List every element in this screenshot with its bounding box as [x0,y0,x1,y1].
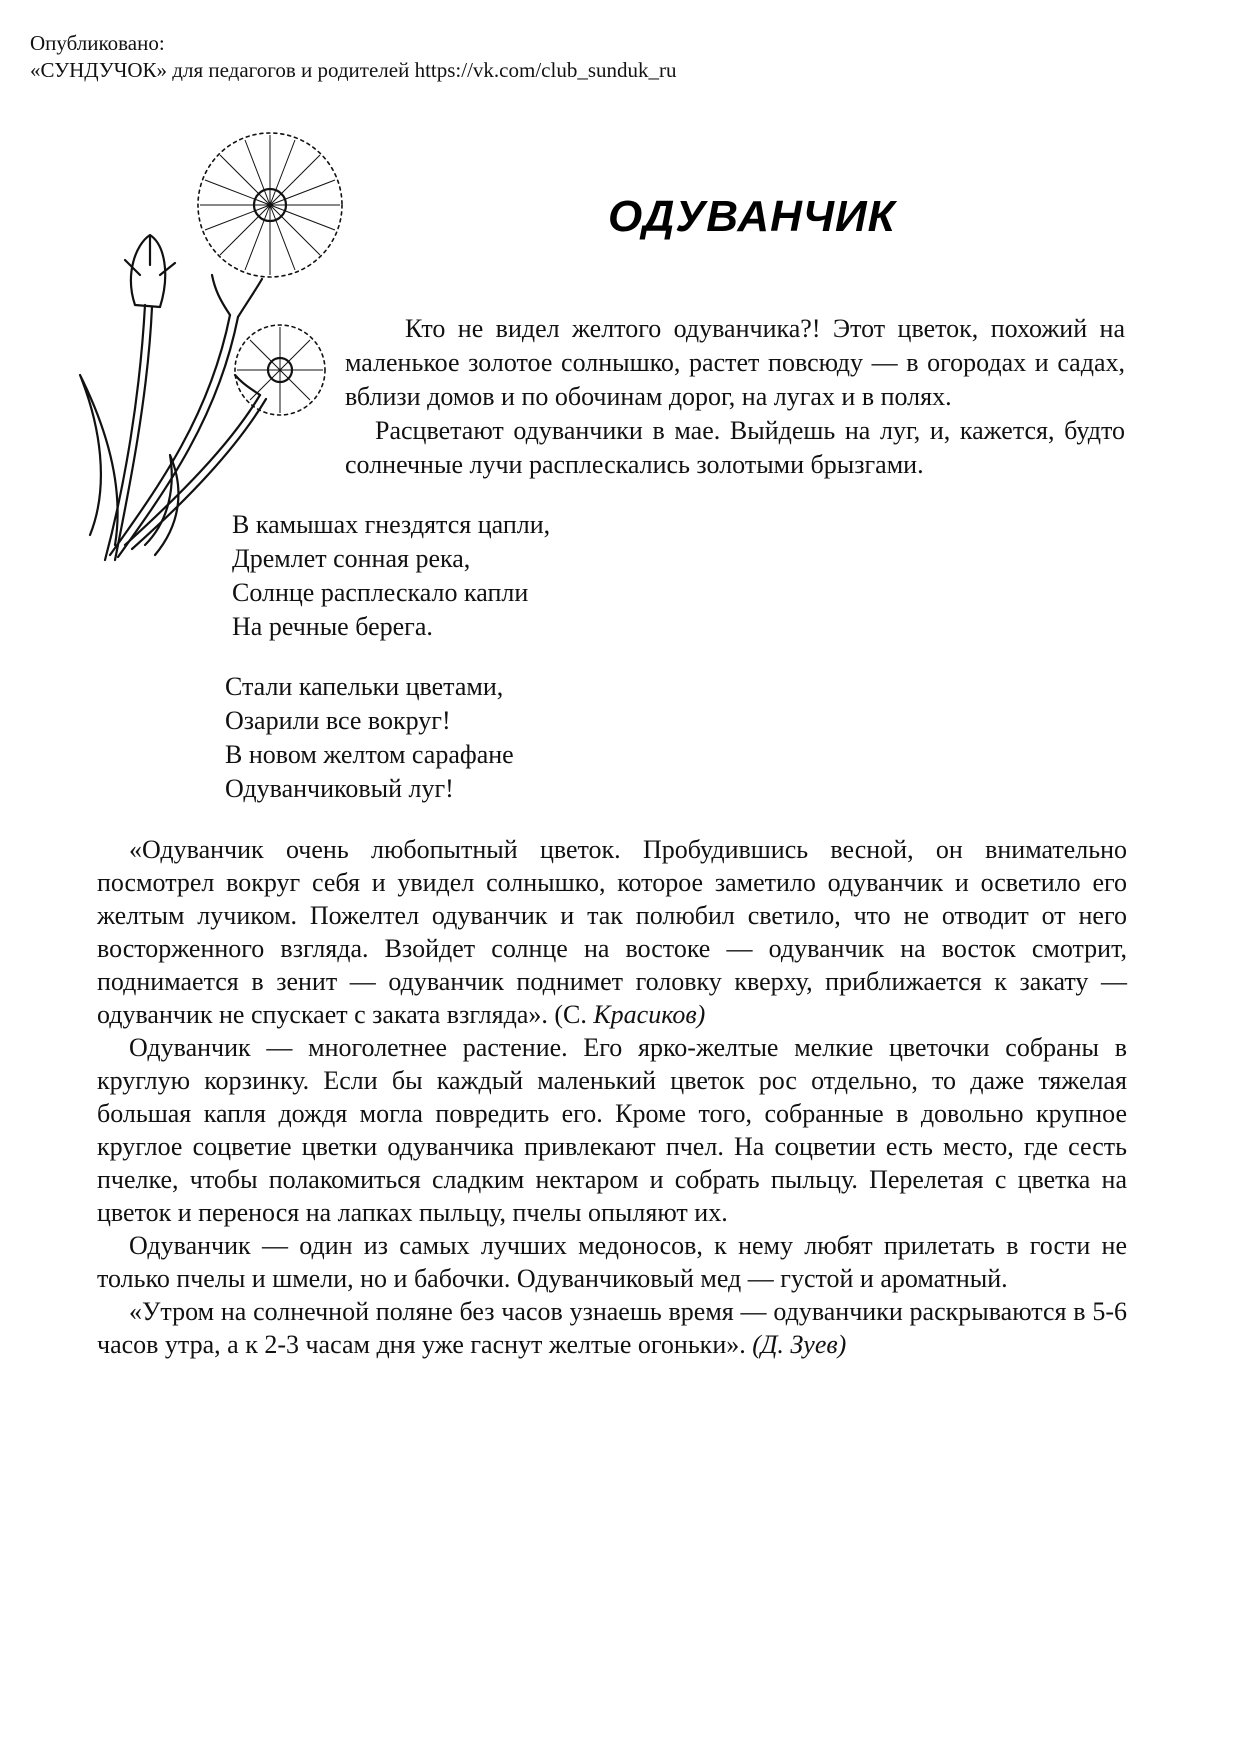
poem-line: Озарили все вокруг! [225,706,451,735]
intro-paragraph: Расцветают одуванчики в мае. Выйдешь на луг, и, кажется, будто солнечные лучи расплескались золотыми брызгами. [345,416,1125,479]
main-text [97,833,1127,1361]
poem-line: Стали капельки цветами, [225,672,504,701]
quote-text: «Одуванчик очень любопытный цветок. Пробудившись весной, он внимательно посмотрел вокруг себя и увидел солнышко, которое заметило одуванчик и осветило его желтым лучиком. Пожелтел одуванчик и так полюбил светило, что не отводит от него восторженного взгляда. Взойдет солнце на востоке — одуванчик на восток смотрит, поднимается в зенит — одуванчик поднимет головку кверху, приближается к закату — одуванчик не спускает с заката взгляда». (С. [97,835,1127,1029]
body-paragraph: Одуванчик — многолетнее растение. Его ярко-желтые мелкие цветочки собраны в круглую корзинку. Если бы каждый маленький цветок рос отдельно, то даже тяжелая большая капля дождя могла повредить его. Кроме того, собранные в довольно крупное круглое соцветие цветки одуванчика привлекают пчел. На соцветии есть место, где сесть пчелке, чтобы полакомиться сладким нектаром и собрать пыльцу. Перелетая с цветка на цветок и перенося на лапках пыльцу, пчелы опыляют их. [97,1033,1127,1227]
poem-line: В камышах гнездятся цапли, [232,510,551,539]
published-label: Опубликовано: [30,31,165,55]
quote-paragraph [97,1295,1127,1361]
body-paragraph: Одуванчик — один из самых лучших медоносов, к нему любят прилетать в гости не только пчелы и шмели, но и бабочки. Одуванчиковый мед — густой и ароматный. [97,1231,1127,1293]
poem-line: В новом желтом сарафане [225,740,514,769]
quote-text: «Утром на солнечной поляне без часов узнаешь время — одуванчики раскрываются в 5-6 часов утра, а к 2-3 часам дня уже гаснут желтые огоньки». [97,1297,1127,1359]
source-line: «СУНДУЧОК» для педагогов и родителей https://vk.com/club_sunduk_ru [30,58,677,82]
quote-citation: Красиков) [593,1000,706,1029]
poem-line: Одуванчиковый луг! [225,774,454,803]
intro-paragraph: Кто не видел желтого одуванчика?! Этот цветок, похожий на маленькое золотое солнышко, растет повсюду — в огородах и садах, вблизи домов и по обочинам дорог, на лугах и в полях. [345,314,1125,411]
page-title: ОДУВАНЧИК [608,192,896,241]
poem-line: На речные берега. [232,612,433,641]
publication-note [30,30,677,84]
quote-citation: (Д. Зуев) [752,1330,847,1359]
poem-stanza-2 [225,670,514,806]
poem-stanza-1 [232,508,550,644]
quote-paragraph [97,833,1127,1031]
poem-line: Дремлет сонная река, [232,544,471,573]
intro-text [345,312,1125,482]
poem-line: Солнце расплескало капли [232,578,529,607]
